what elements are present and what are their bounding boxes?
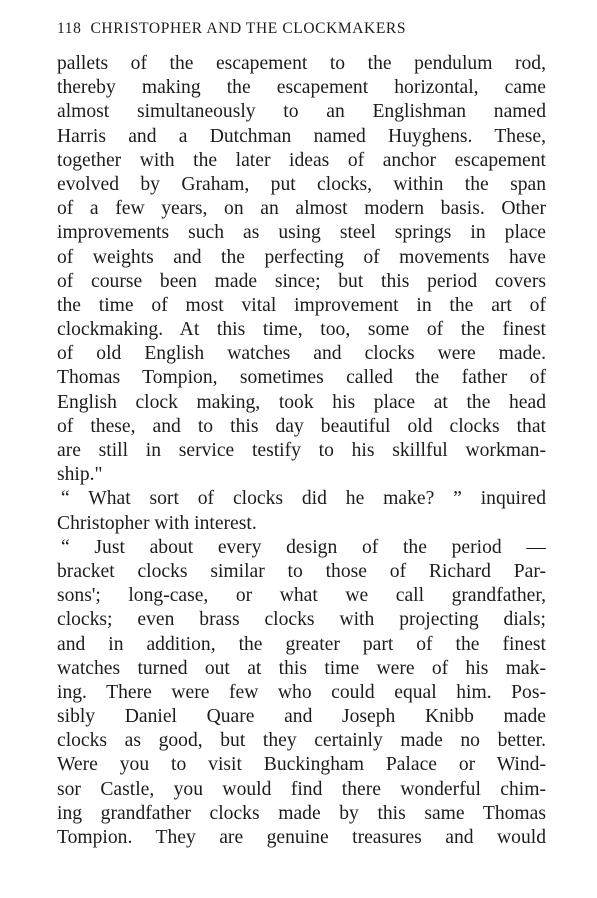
text-line: sons'; long-case, or what we call grandfather, [57,585,546,607]
text-line: Were you to visit Buckingham Palace or Wind- [57,754,546,776]
text-line: ing grandfather clocks made by this same Thomas [57,802,546,824]
text-line: English clock making, took his place at the head [57,391,546,413]
text-line: watches turned out at this time were of his mak- [57,657,546,679]
text-line: together with the later ideas of anchor escapement [57,149,546,171]
text-line: almost simultaneously to an Englishman named [57,101,546,123]
text-line: thereby making the escapement horizontal, came [57,77,546,99]
text-line: and in addition, the greater part of the finest [57,633,546,655]
text-line: Tompion. They are genuine treasures and would [57,827,546,848]
body-text [57,52,546,850]
text-line: Harris and a Dutchman named Huyghens. These, [57,125,546,147]
text-line: clockmaking. At this time, too, some of the finest [57,319,546,341]
text-line: pallets of the escapement to the pendulum rod, [57,53,546,74]
running-header [57,20,546,46]
text-line: sibly Daniel Quare and Joseph Knibb made [57,706,546,728]
book-page [57,20,546,850]
text-line: evolved by Graham, put clocks, within the span [57,173,546,195]
text-line: of a few years, on an almost modern basis. Other [57,198,546,220]
text-line: clocks; even brass clocks with projecting dials; [57,609,546,631]
text-line: “ Just about every design of the period — [61,536,546,558]
page-number: 118 [57,20,82,37]
text-line: of weights and the perfecting of movements have [57,246,546,268]
paragraph-end-line: Christopher with interest. [57,512,257,534]
text-line: sor Castle, you would find there wonderful chim- [57,778,546,800]
running-title: CHRISTOPHER AND THE CLOCKMAKERS [90,20,407,37]
text-line: bracket clocks similar to those of Richard Par- [57,560,546,582]
text-line: the time of most vital improvement in the art of [57,294,546,316]
text-line: of these, and to this day beautiful old clocks that [57,415,546,437]
text-line: of old English watches and clocks were made. [57,343,546,365]
text-line: improvements such as using steel springs in place [57,222,546,244]
text-line: ing. There were few who could equal him. Pos- [57,681,546,703]
text-line: Thomas Tompion, sometimes called the father of [57,367,546,389]
text-line: “ What sort of clocks did he make? ” inquired [61,488,546,510]
text-line: clocks as good, but they certainly made no better. [57,730,546,752]
text-line: of course been made since; but this period covers [57,270,546,292]
text-line: are still in service testify to his skillful workman- [57,440,546,461]
paragraph-end-line: ship." [57,464,103,486]
